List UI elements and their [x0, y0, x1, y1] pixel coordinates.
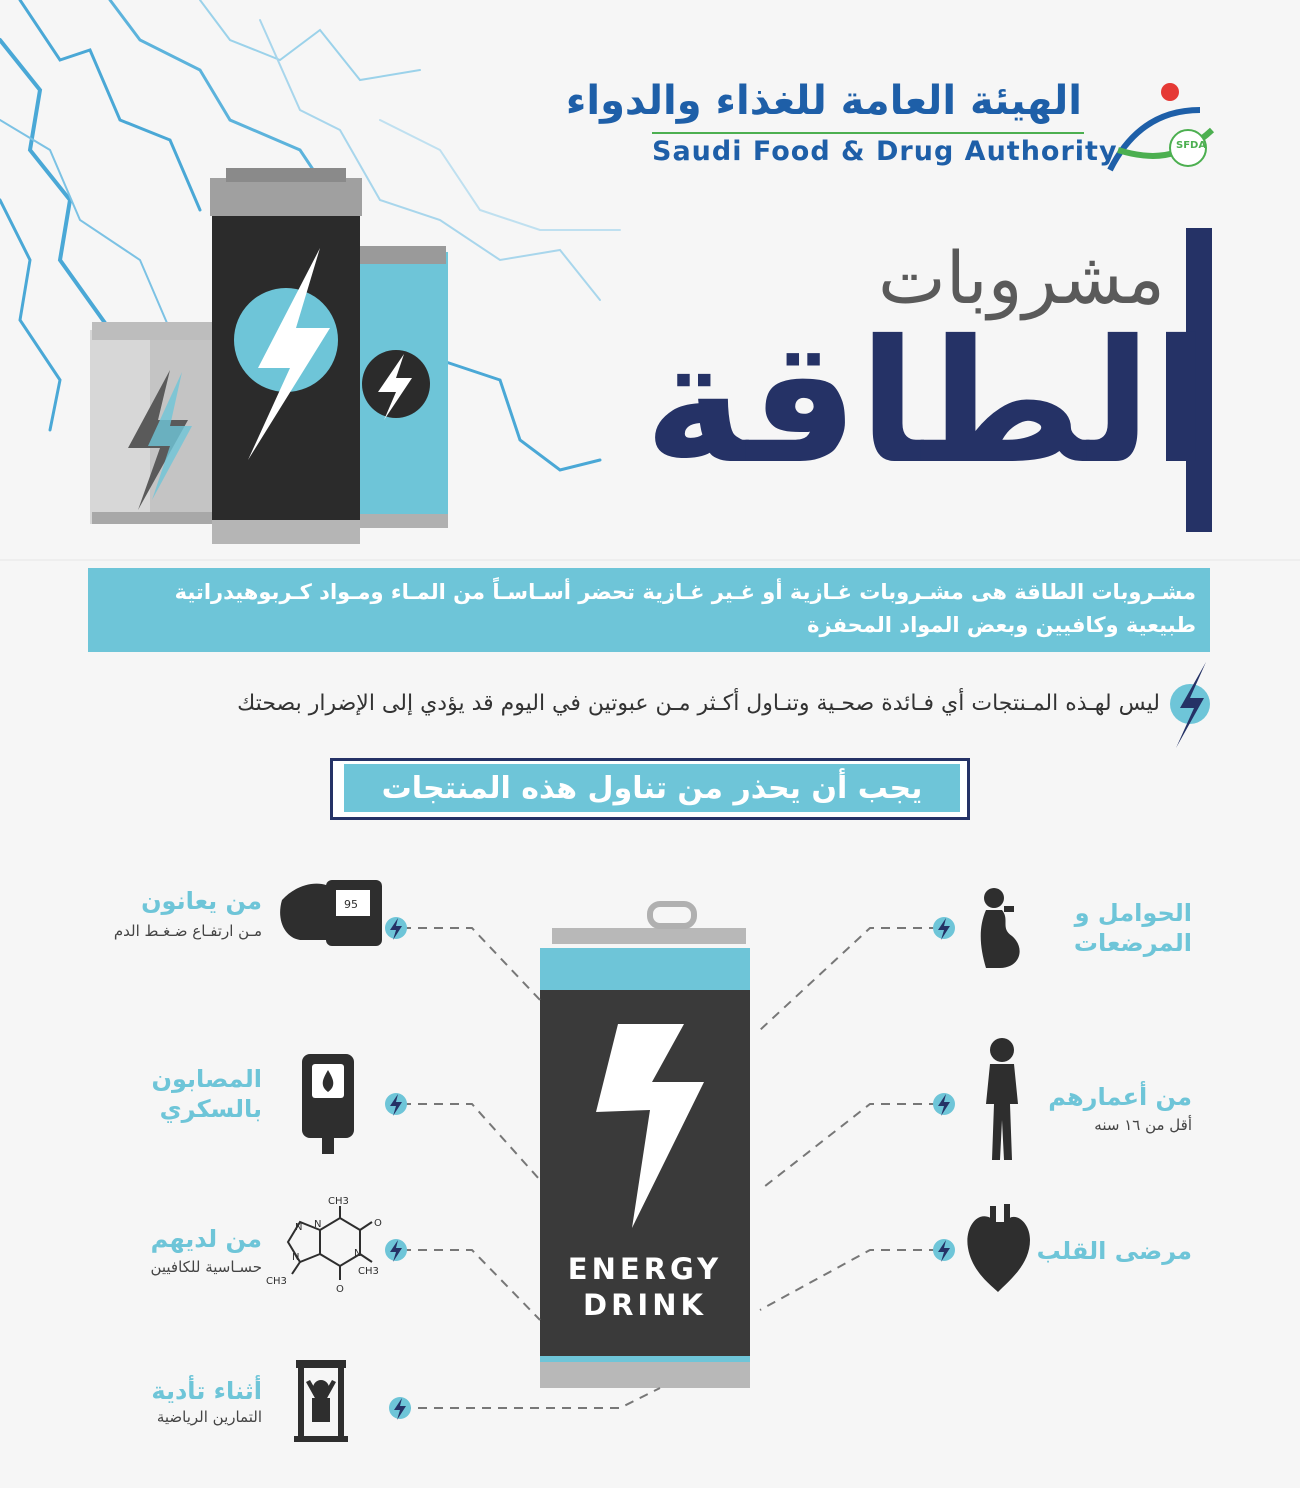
molecule-label: O	[374, 1218, 382, 1229]
caution-title: يجب أن يحذر من تناول هذه المنتجات	[381, 771, 923, 806]
label-hypertension-title: من يعانون	[141, 887, 262, 915]
label-exercise-title: أثناء تأدية	[151, 1377, 262, 1405]
label-caffeine-sub: حسـاسية للكافيين	[150, 1258, 262, 1276]
label-caffeine-title: من لديهم	[150, 1225, 262, 1253]
label-children-sub: أقل من ١٦ سنه	[1094, 1116, 1192, 1134]
molecule-label: O	[336, 1284, 344, 1295]
glucose-meter-icon	[302, 1054, 354, 1154]
exercise-machine-icon	[294, 1360, 348, 1442]
label-children-title: من أعمارهم	[1048, 1083, 1192, 1111]
health-warning-text: ليس لهـذه المـنتجات أي فـائدة صحـية وتنـاول أكـثر مـن عبوتين في اليوم قد يؤدي إلى الإضرار بصحتك	[237, 691, 1160, 716]
pregnant-woman-icon	[981, 888, 1020, 968]
label-diabetes-title: المصابون بالسكري	[151, 1065, 262, 1123]
label-heart-title: مرضى القلب	[1036, 1237, 1192, 1265]
can-text-energy: ENERGY	[567, 1252, 723, 1286]
bp-reading: 95	[344, 898, 358, 911]
molecule-label: N	[314, 1219, 322, 1230]
grey-can-illustration	[90, 322, 220, 524]
label-pregnant-title: الحوامل و المرضعات	[1073, 899, 1192, 957]
sfda-arabic-name: الهيئة العامة للغذاء والدواء	[565, 78, 1082, 124]
heart-icon	[967, 1204, 1030, 1292]
logo-divider	[652, 132, 1084, 134]
caffeine-molecule-labels	[266, 1196, 382, 1295]
page-title-small: مشروبات	[877, 236, 1165, 320]
sfda-english-name: Saudi Food & Drug Authority	[652, 136, 1118, 167]
molecule-label: CH3	[266, 1276, 287, 1287]
molecule-label: CH3	[328, 1196, 349, 1207]
child-icon	[986, 1038, 1018, 1160]
warning-bolt-icon	[1170, 662, 1210, 748]
sfda-logo-icon	[1110, 83, 1212, 170]
cyan-can-illustration	[356, 246, 448, 528]
molecule-label: N	[354, 1248, 362, 1259]
label-hypertension-sub: مـن ارتفـاع ضـغـط الدم	[113, 922, 262, 940]
molecule-label: CH3	[358, 1266, 379, 1277]
blood-pressure-monitor-icon	[280, 880, 382, 946]
black-can-illustration	[210, 168, 362, 544]
sfda-badge: SFDA	[1176, 140, 1207, 151]
page-title-large: الطاقة	[644, 304, 1210, 502]
can-text-drink: DRINK	[583, 1288, 707, 1322]
definition-text: مشـروبات الطاقة هى مشـروبات غـازية أو غـير غـازية تحضر أسـاسـاً من المـاء ومـواد كـربوهيدراتية طبيعية وكافيين وبعض المواد المحفزة	[174, 580, 1196, 637]
label-exercise-sub: التمارين الرياضية	[156, 1408, 262, 1426]
molecule-label: N	[295, 1222, 303, 1233]
molecule-label: N	[292, 1252, 300, 1263]
